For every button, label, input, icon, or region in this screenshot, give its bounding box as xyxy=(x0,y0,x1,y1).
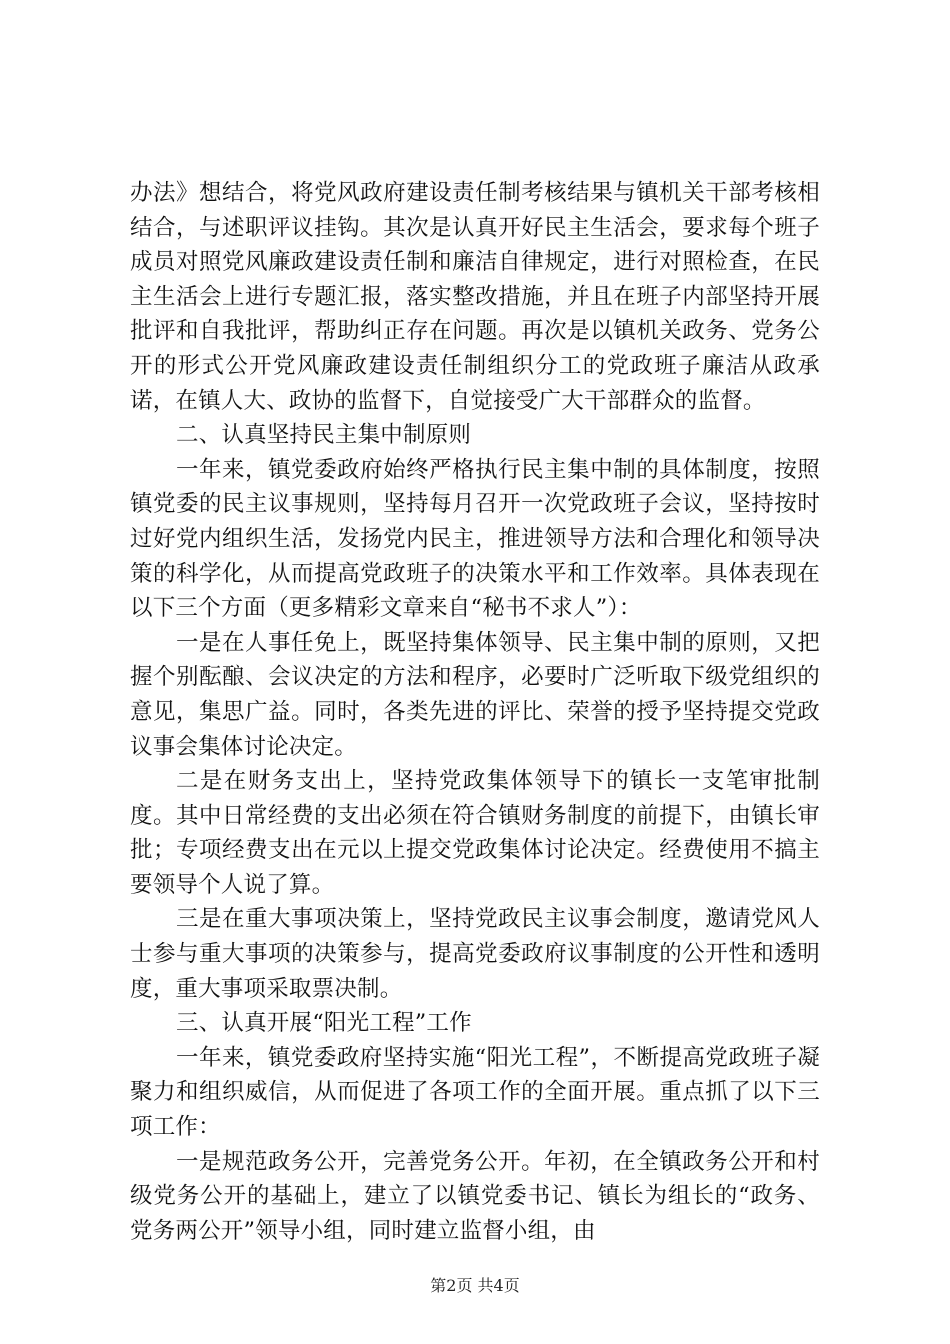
paragraph-personnel-appointments: 一是在人事任免上，既坚持集体领导、民主集中制的原则，又把握个别酝酿、会议决定的方法和程序，必要时广泛听取下级党组织的意见，集思广益。同时，各类先进的评比、荣誉的授予坚持提交党政议事会集体讨论决定。 xyxy=(130,629,820,760)
paragraph-sunshine-project: 一年来，镇党委政府坚持实施“阳光工程”，不断提高党政班子凝聚力和组织威信，从而促进了各项工作的全面开展。重点抓了以下三项工作： xyxy=(130,1044,820,1141)
section-heading-democratic-centralism: 二、认真坚持民主集中制原则 xyxy=(176,422,472,449)
paragraph-major-decisions: 三是在重大事项决策上，坚持党政民主议事会制度，邀请党风人士参与重大事项的决策参与，提高党委政府议事制度的公开性和透明度，重大事项采取票决制。 xyxy=(130,906,820,1002)
paragraph-democratic-centralism: 一年来，镇党委政府始终严格执行民主集中制的具体制度，按照镇党委的民主议事规则，坚持每月召开一次党政班子会议，坚持按时过好党内组织生活，发扬党内民主，推进领导方法和合理化和领导决策的科学化，从而提高党政班子的决策水平和工作效率。具体表现在以下三个方面（更多精彩文章来自“秘书不求人”）： xyxy=(130,456,820,622)
paragraph-financial-expenditure: 二是在财务支出上，坚持党政集体领导下的镇长一支笔审批制度。其中日常经费的支出必须在符合镇财务制度的前提下，由镇长审批；专项经费支出在元以上提交党政集体讨论决定。经费使用不搞主要领导个人说了算。 xyxy=(130,768,820,898)
document-body xyxy=(130,176,820,1248)
paragraph-continued: 办法》想结合，将党风政府建设责任制考核结果与镇机关干部考核相结合，与述职评议挂钩。其次是认真开好民主生活会，要求每个班子成员对照党风廉政建设责任制和廉洁自律规定，进行对照检查，在民主生活会上进行专题汇报，落实整改措施，并且在班子内部坚持开展批评和自我批评，帮助纠正存在问题。再次是以镇机关政务、党务公开的形式公开党风廉政建设责任制组织分工的党政班子廉洁从政承诺，在镇人大、政协的监督下，自觉接受广大干部群众的监督。 xyxy=(130,180,820,414)
page-number-footer: 第2页 共4页 xyxy=(430,1276,520,1295)
paragraph-open-affairs: 一是规范政务公开，完善党务公开。年初，在全镇政务公开和村级党务公开的基础上，建立了以镇党委书记、镇长为组长的“政务、党务两公开”领导小组，同时建立监督小组，由 xyxy=(130,1148,820,1244)
section-heading-sunshine-project: 三、认真开展“阳光工程”工作 xyxy=(176,1010,472,1037)
